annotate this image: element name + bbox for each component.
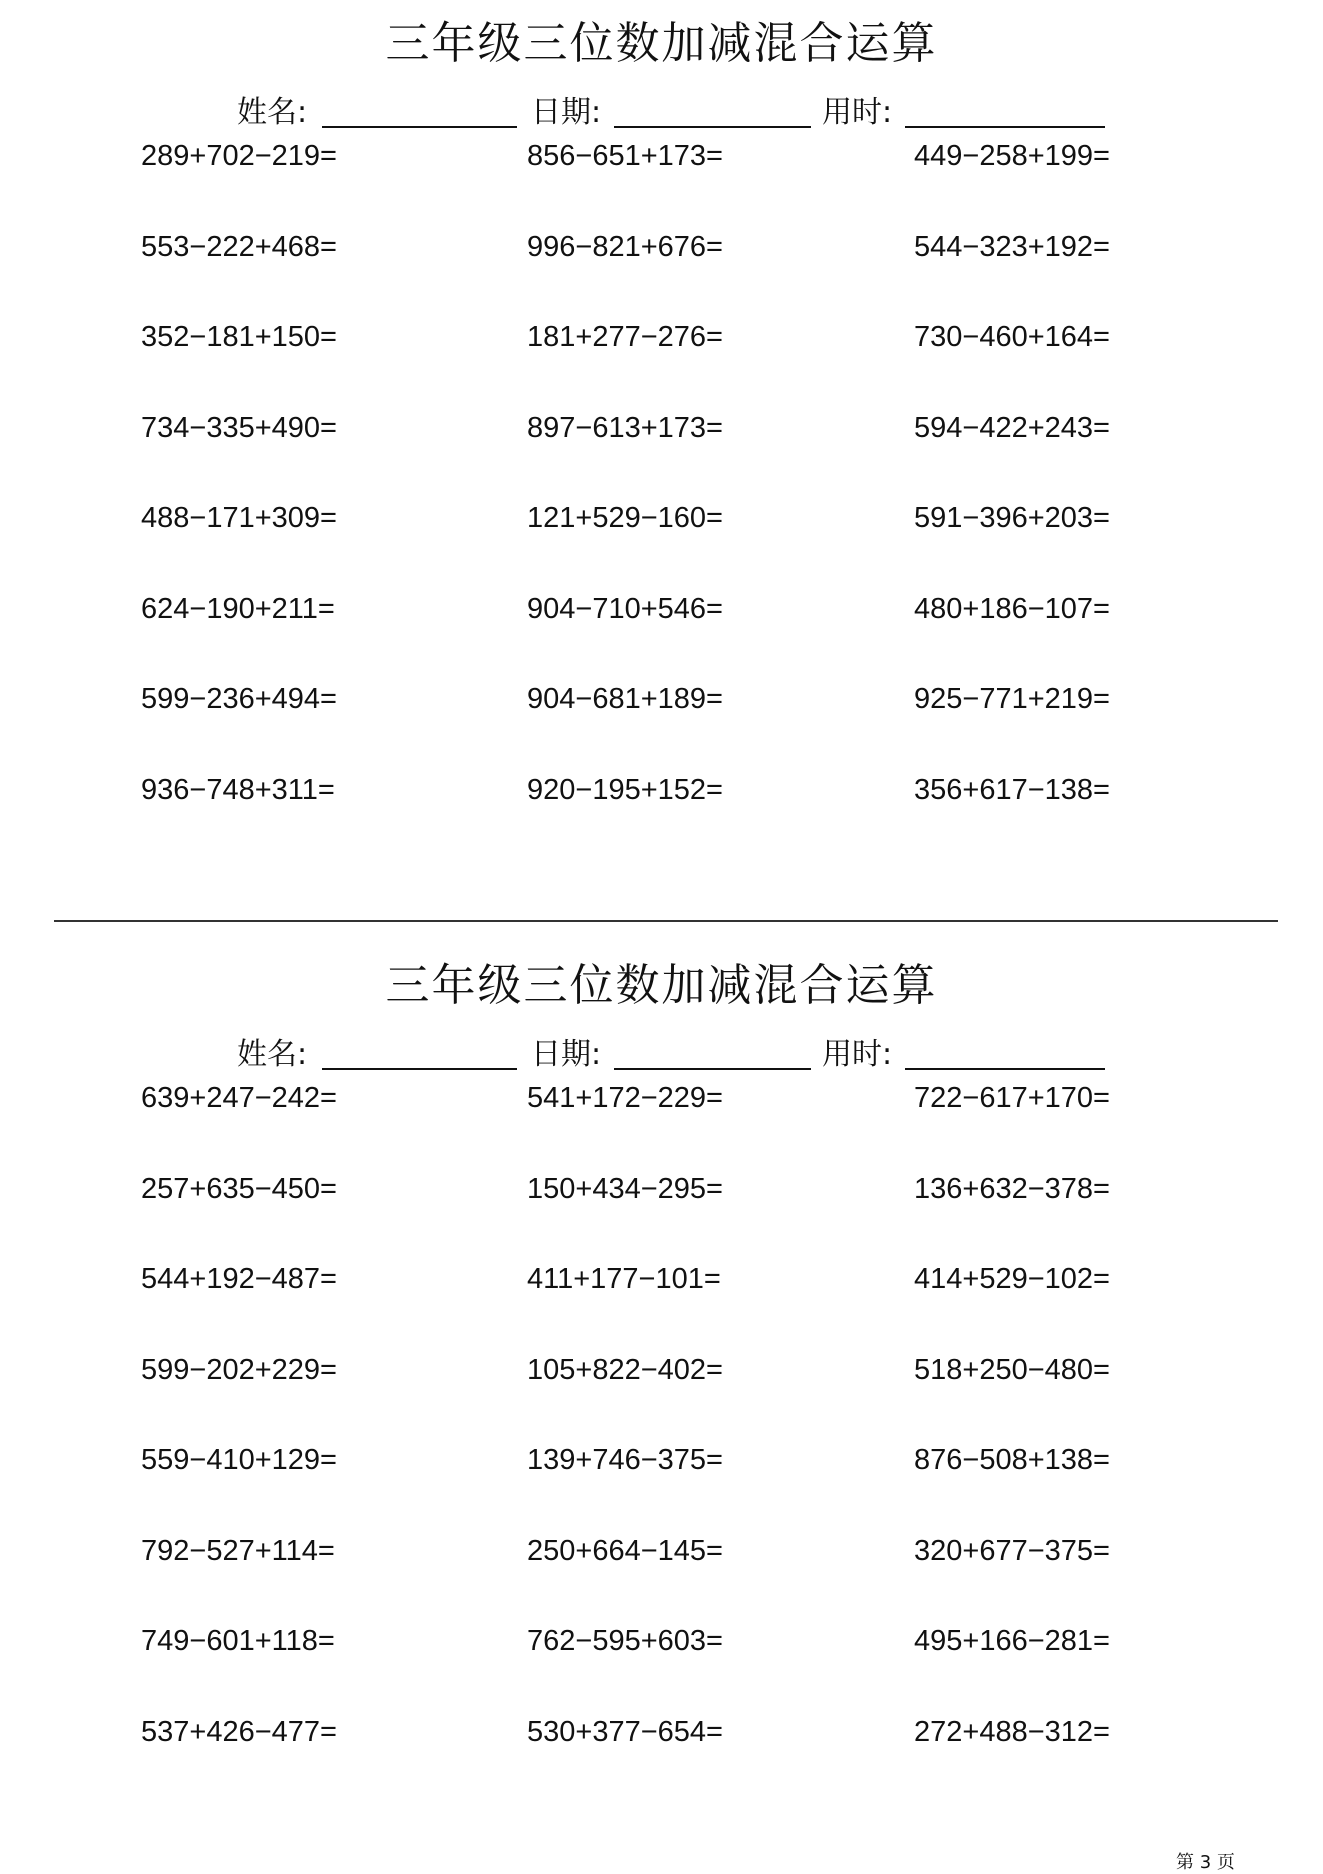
math-problem: 599−236+494= (141, 683, 337, 715)
math-problem: 553−222+468= (141, 231, 337, 263)
math-problem: 544−323+192= (914, 231, 1110, 263)
math-problem: 150+434−295= (527, 1173, 723, 1205)
math-problem: 139+746−375= (527, 1444, 723, 1476)
math-problem: 250+664−145= (527, 1535, 723, 1567)
math-problem: 289+702−219= (141, 140, 337, 172)
math-problem: 518+250−480= (914, 1354, 1110, 1386)
math-problem: 734−335+490= (141, 412, 337, 444)
math-problem: 559−410+129= (141, 1444, 337, 1476)
math-problem: 530+377−654= (527, 1716, 723, 1748)
math-problem: 792−527+114= (141, 1535, 335, 1567)
page-number: 第 3 页 (1176, 1852, 1235, 1873)
math-problem: 488−171+309= (141, 502, 337, 534)
time-label: 用时: (822, 1037, 893, 1072)
math-problem: 537+426−477= (141, 1716, 337, 1748)
math-problem: 936−748+311= (141, 774, 335, 806)
math-problem: 121+529−160= (527, 502, 723, 534)
date-label: 日期: (531, 1037, 602, 1072)
time-blank-line[interactable] (905, 1068, 1105, 1070)
section-divider (54, 920, 1278, 922)
math-problem: 411+177−101= (527, 1263, 721, 1295)
math-problem: 414+529−102= (914, 1263, 1110, 1295)
name-blank-line[interactable] (322, 1068, 517, 1070)
math-problem: 320+677−375= (914, 1535, 1110, 1567)
math-problem: 136+632−378= (914, 1173, 1110, 1205)
math-problem: 920−195+152= (527, 774, 723, 806)
math-problem: 639+247−242= (141, 1082, 337, 1114)
name-label: 姓名: (237, 1037, 308, 1072)
math-problem: 352−181+150= (141, 321, 337, 353)
worksheet-title: 三年级三位数加减混合运算 (385, 18, 938, 69)
math-problem: 624−190+211= (141, 593, 335, 625)
math-problem: 996−821+676= (527, 231, 723, 263)
math-problem: 495+166−281= (914, 1625, 1110, 1657)
math-problem: 105+822−402= (527, 1354, 723, 1386)
math-problem: 762−595+603= (527, 1625, 723, 1657)
math-problem: 856−651+173= (527, 140, 723, 172)
math-problem: 876−508+138= (914, 1444, 1110, 1476)
time-label: 用时: (822, 95, 893, 130)
math-problem: 730−460+164= (914, 321, 1110, 353)
math-problem: 356+617−138= (914, 774, 1110, 806)
math-problem: 594−422+243= (914, 412, 1110, 444)
math-problem: 181+277−276= (527, 321, 723, 353)
worksheet-title: 三年级三位数加减混合运算 (385, 960, 938, 1011)
math-problem: 925−771+219= (914, 683, 1110, 715)
math-problem: 544+192−487= (141, 1263, 337, 1295)
math-problem: 749−601+118= (141, 1625, 335, 1657)
math-problem: 897−613+173= (527, 412, 723, 444)
date-blank-line[interactable] (614, 1068, 811, 1070)
math-problem: 599−202+229= (141, 1354, 337, 1386)
math-problem: 591−396+203= (914, 502, 1110, 534)
student-info-row (0, 93, 1323, 133)
time-blank-line[interactable] (905, 126, 1105, 128)
math-problem: 904−681+189= (527, 683, 723, 715)
math-problem: 541+172−229= (527, 1082, 723, 1114)
name-blank-line[interactable] (322, 126, 517, 128)
date-blank-line[interactable] (614, 126, 811, 128)
date-label: 日期: (531, 95, 602, 130)
math-problem: 722−617+170= (914, 1082, 1110, 1114)
student-info-row (0, 1035, 1323, 1075)
math-problem: 272+488−312= (914, 1716, 1110, 1748)
math-problem: 480+186−107= (914, 593, 1110, 625)
math-problem: 904−710+546= (527, 593, 723, 625)
math-problem: 449−258+199= (914, 140, 1110, 172)
name-label: 姓名: (237, 95, 308, 130)
math-problem: 257+635−450= (141, 1173, 337, 1205)
